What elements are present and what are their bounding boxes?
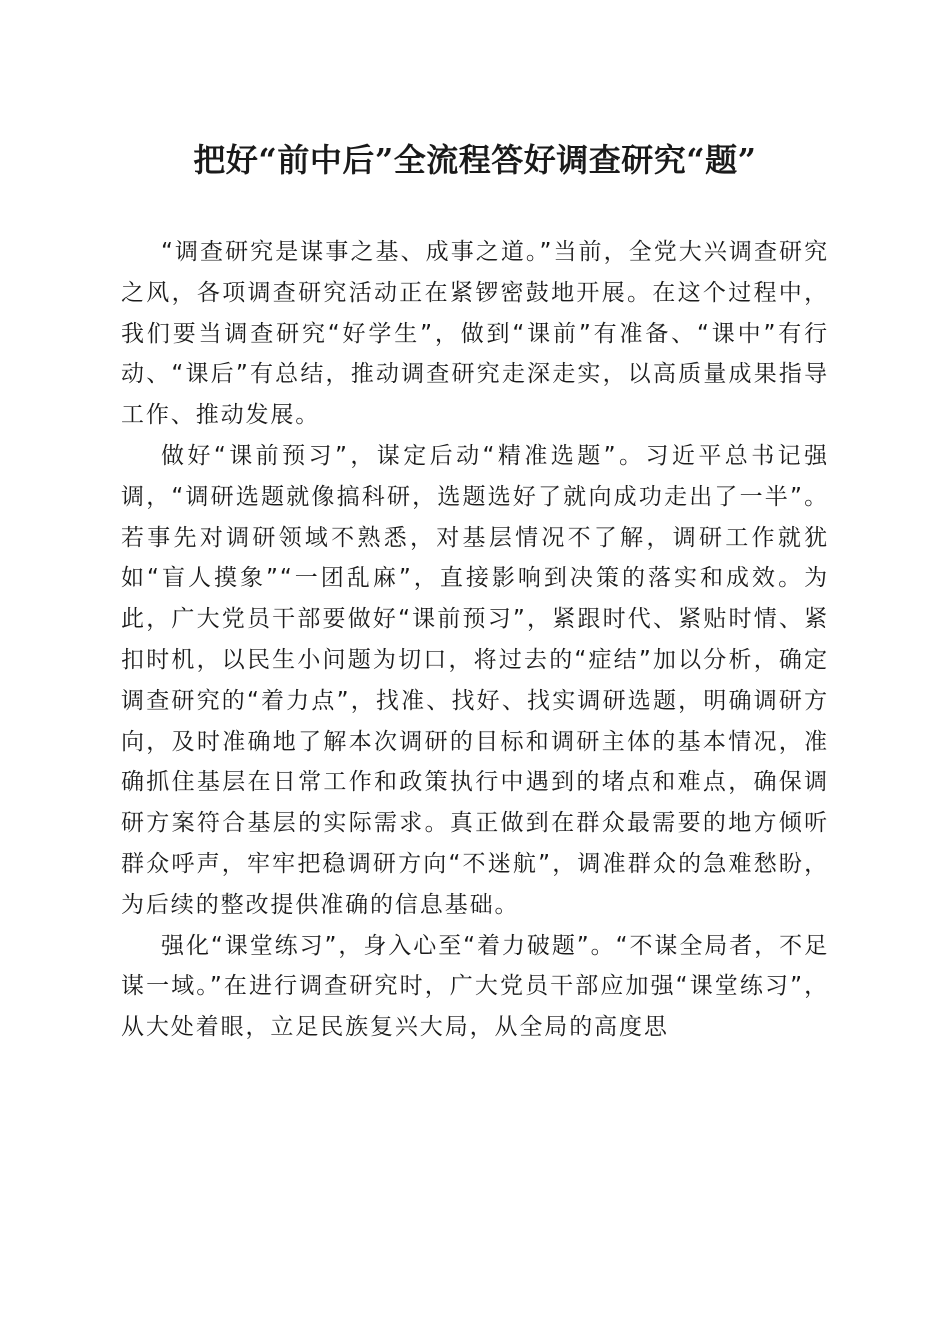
paragraph-intro: “调查研究是谋事之基、成事之道。”当前，全党大兴调查研究之风，各项调查研究活动正在紧锣密鼓地开展。在这个过程中，我们要当调查研究“好学生”，做到“课前”有准备、“课中”有行动、“课后”有总结，推动调查研究走深走实，以高质量成果指导工作、推动发展。 xyxy=(121,239,829,429)
document-title: 把好“前中后”全流程答好调查研究“题” xyxy=(193,141,757,179)
paragraph-pre-class: 做好“课前预习”，谋定后动“精准选题”。习近平总书记强调，“调研选题就像搞科研，选题选好了就向成功走出了一半”。若事先对调研领域不熟悉，对基层情况不了解，调研工作就犹如“盲人摸象”“一团乱麻”，直接影响到决策的落实和成效。为此，广大党员干部要做好“课前预习”，紧跟时代、紧贴时情、紧扣时机，以民生小问题为切口，将过去的“症结”加以分析，确定调查研究的“着力点”，找准、找好、找实调研选题，明确调研方向，及时准确地了解本次调研的目标和调研主体的基本情况，准确抓住基层在日常工作和政策执行中遇到的堵点和难点，确保调研方案符合基层的实际需求。真正做到在群众最需要的地方倾听群众呼声，牢牢把稳调研方向“不迷航”，调准群众的急难愁盼，为后续的整改提供准确的信息基础。 xyxy=(121,442,829,918)
document-body xyxy=(121,232,829,1048)
paragraph-in-class: 强化“课堂练习”，身入心至“着力破题”。“不谋全局者，不足谋一域。”在进行调查研究时，广大党员干部应加强“课堂练习”，从大处着眼，立足民族复兴大局，从全局的高度思 xyxy=(121,932,829,1041)
